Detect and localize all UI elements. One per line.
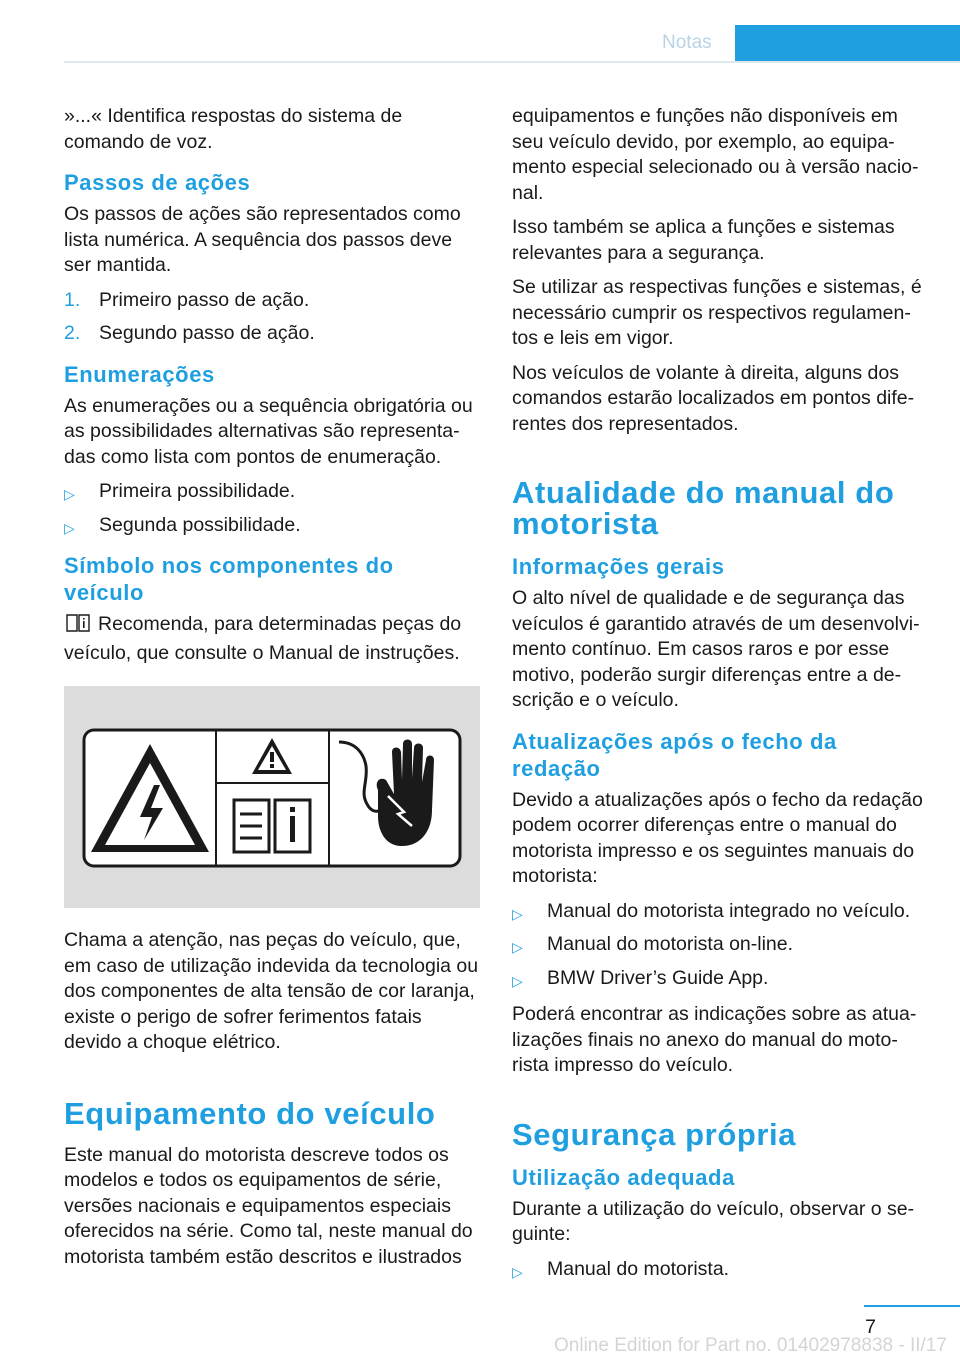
continuation-paragraph: equipamentos e funções não disponíveis em seu veículo devido, por exemplo, ao equipamento especial selecionado ou à versão nacional.: [512, 105, 919, 204]
updates-text: Devido a atualizações após o fecho da redação podem ocorrer diferenças entre o manual do motorista impresso e os seguintes manuais do motorista:: [512, 788, 923, 887]
enum-text: As enumerações ou a sequência obrigatória ou as possibilidades alternativas são representadas como lista com pontos de enumeração.: [64, 394, 473, 468]
safety-heading: Segurança própria: [512, 1116, 797, 1152]
steps-text: Os passos de ações são representados como lista numérica. A sequência dos passos deve ser mantida.: [64, 203, 461, 276]
list-item-text: Manual do motorista on-line.: [547, 933, 794, 955]
edition-footer: Online Edition for Part no. 01402978838 - II/17: [554, 1335, 947, 1356]
steps-list: [64, 288, 480, 347]
header-accent-bar: [735, 25, 960, 61]
continuation-paragraph: Nos veículos de volante à direita, alguns dos comandos estarão localizados em pontos diferentes dos representados.: [512, 361, 915, 435]
list-item-text: BMW Driver’s Guide App.: [547, 966, 769, 989]
symbol-heading: Símbolo nos componentes do veículo: [64, 553, 394, 605]
right-column: [512, 104, 928, 1293]
list-item: [64, 513, 480, 539]
continuation-paragraph: Isso também se aplica a funções e sistemas relevantes para a segurança.: [512, 216, 895, 264]
enum-heading: Enumerações: [64, 361, 215, 387]
list-item-text: Primeira possibilidade.: [99, 480, 296, 502]
list-item: [512, 966, 928, 992]
footer-rule: [864, 1305, 960, 1307]
steps-heading: Passos de ações: [64, 170, 251, 195]
manual-book-icon: [64, 613, 92, 641]
equip-text: Este manual do motorista descreve todos os modelos e todos os equipamentos de série, versões nacionais e equipamentos especiais oferecidos na série. Como tal, neste manual do motorista também estão descritos e ilustrados: [64, 1143, 473, 1268]
list-item-text: Segundo passo de ação.: [99, 322, 315, 344]
list-item: [64, 479, 480, 505]
bullet-triangle-icon: ▷: [512, 1263, 523, 1280]
continuation-paragraph: Se utilizar as respectivas funções e sistemas, é necessário cumprir os respectivos regulamentos e leis em vigor.: [512, 276, 922, 349]
warning-text: Chama a atenção, nas peças do veículo, que, em caso de utilização indevida da tecnologia ou dos componentes de alta tensão de cor laranja, existe o perigo de sofrer ferimentos fatais devido a choque elétrico.: [64, 929, 479, 1053]
intro-text: »...« Identifica respostas do sistema de comando de voz.: [64, 105, 403, 153]
list-number: 2.: [64, 322, 81, 344]
proper-use-heading: Utilização adequada: [512, 1164, 735, 1190]
bullet-triangle-icon: ▷: [512, 939, 523, 955]
enum-list: [64, 479, 480, 538]
list-item: [64, 321, 480, 347]
high-voltage-warning-figure: [64, 686, 480, 908]
bullet-triangle-icon: ▷: [512, 905, 523, 922]
general-info-heading: Informações gerais: [512, 554, 725, 579]
list-item-text: Segunda possibilidade.: [99, 513, 301, 536]
symbol-paragraph: [64, 612, 480, 666]
page-number: 7: [865, 1316, 876, 1338]
list-item: [512, 899, 928, 925]
bullet-triangle-icon: ▷: [64, 519, 75, 536]
proper-use-text: Durante a utilização do veículo, observar o seguinte:: [512, 1197, 915, 1245]
general-info-text: O alto nível de qualidade e de segurança das veículos é garantido através de um desenvolvimento contínuo. Em casos raros e por esse motivo, poderão surgir diferenças entre a descrição e o veículo.: [512, 587, 920, 711]
bullet-triangle-icon: ▷: [64, 486, 75, 502]
list-item: [512, 932, 928, 958]
list-item-text: Primeiro passo de ação.: [99, 288, 310, 311]
currency-heading: Atualidade do manual do motorista: [512, 475, 895, 541]
updates-note: Poderá encontrar as indicações sobre as atualizações finais no anexo do manual do motorista impresso do veículo.: [512, 1003, 917, 1076]
list-item: [64, 288, 480, 314]
list-item-text: Manual do motorista.: [547, 1257, 730, 1280]
bullet-triangle-icon: ▷: [512, 972, 523, 989]
proper-use-list: [512, 1257, 928, 1283]
list-number: 1.: [64, 288, 81, 311]
left-column: [64, 104, 480, 1279]
list-item-text: Manual do motorista integrado no veículo.: [547, 899, 911, 922]
equip-heading: Equipamento do veículo: [64, 1095, 436, 1131]
list-item: [512, 1257, 928, 1283]
symbol-text: Recomenda, para determinadas peças do veículo, que consulte o Manual de instruções.: [64, 613, 462, 664]
manuals-list: [512, 899, 928, 992]
section-title: Notas: [662, 32, 712, 53]
updates-heading: Atualizações após o fecho da redação: [512, 728, 837, 781]
header-rule: [64, 61, 960, 63]
